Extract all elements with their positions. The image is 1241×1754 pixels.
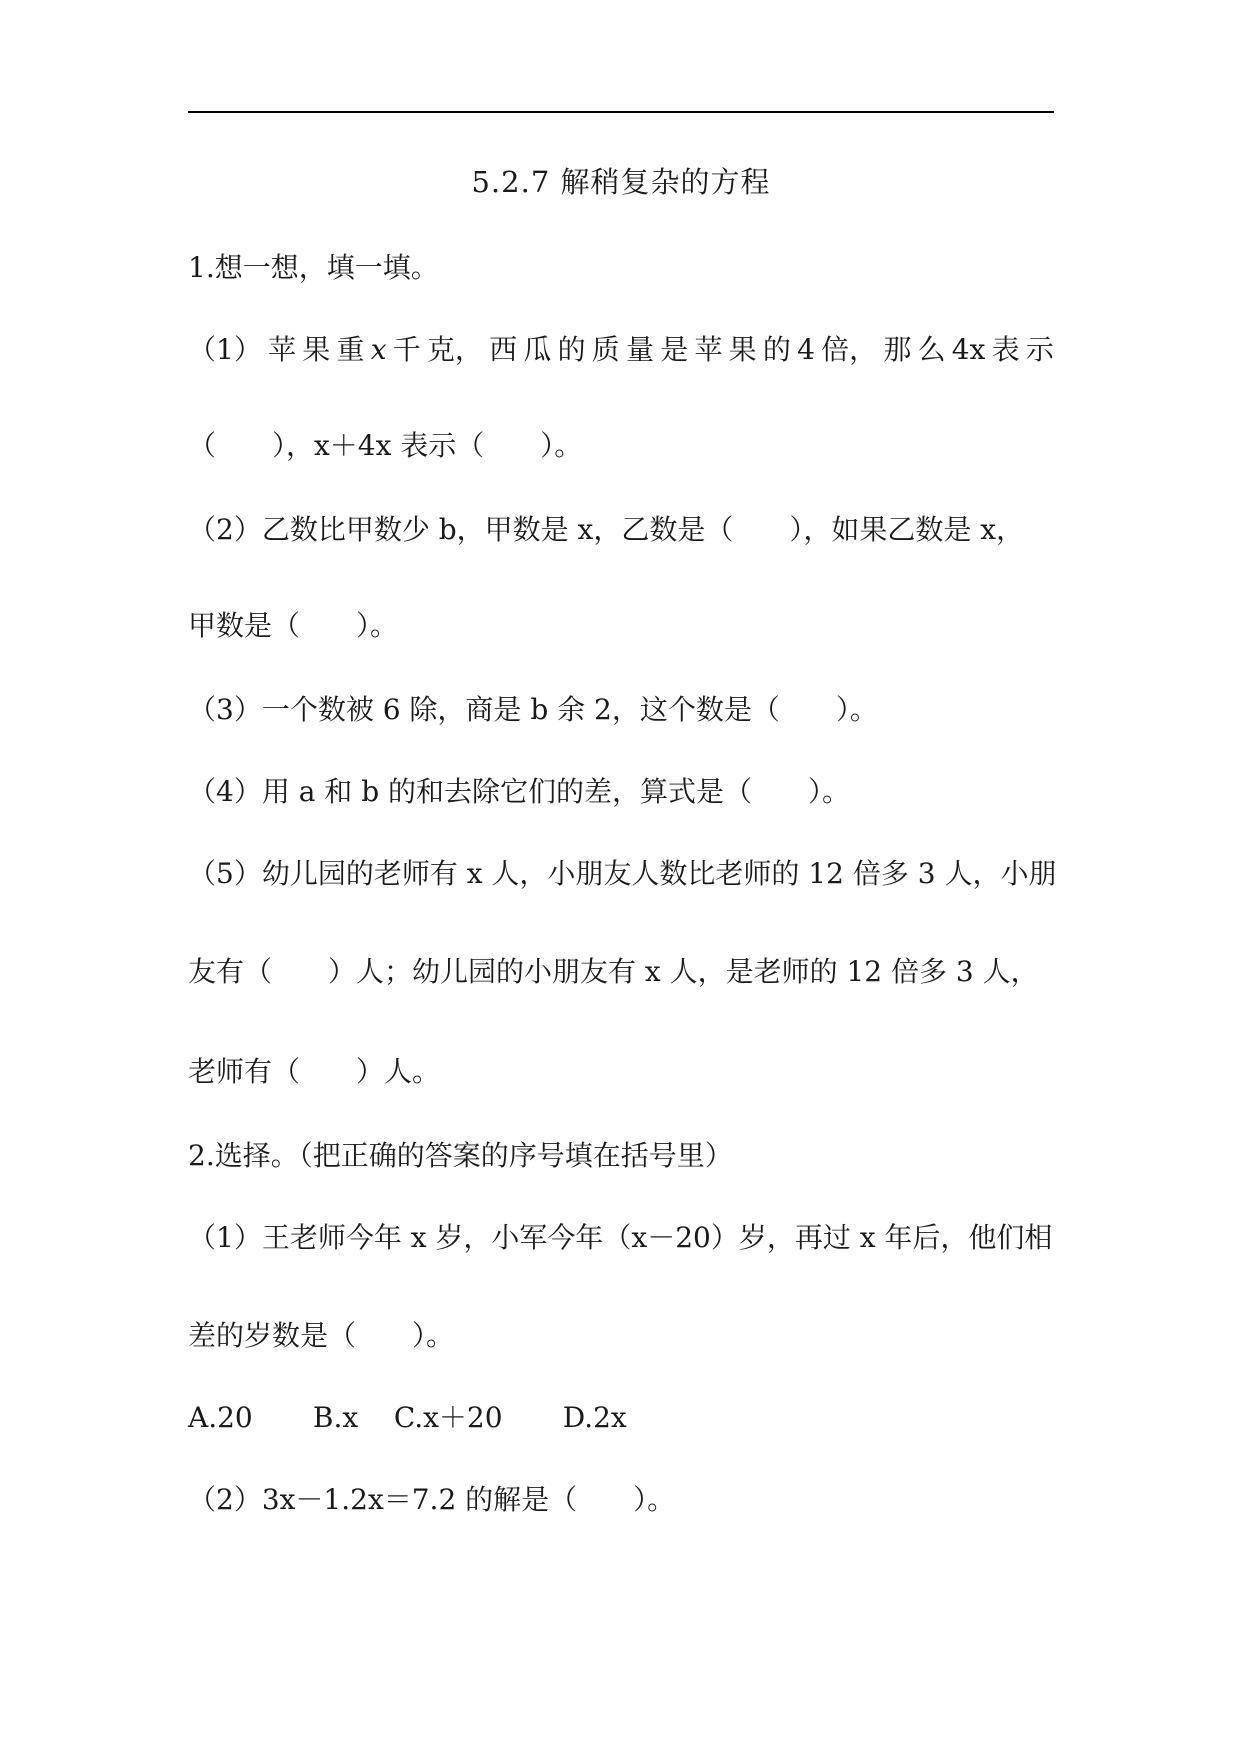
text-segment: 量 [626,333,655,366]
text-segment: 么 [917,333,946,366]
option-a: A.20 [188,1401,253,1434]
s2-q1-line2: 差的岁数是（ ）。 [188,1319,455,1352]
text-segment: 4x [951,333,986,366]
option-c: C.x＋20 [393,1401,503,1434]
page-title: 5.2.7 解稍复杂的方程 [471,165,771,199]
option-b: B.x [312,1401,359,1434]
s1-q3: （3）一个数被 6 除，商是 b 余 2，这个数是（ ）。 [188,693,878,726]
s1-q5-line2: 友有（ ）人；幼儿园的小朋友有 x 人，是老师的 12 倍多 3 人， [188,955,1039,988]
text-segment: 果 [728,333,757,366]
s2-q1-options [188,1398,1054,1438]
s1-q2-line2: 甲数是（ ）。 [188,609,399,642]
s1-q4: （4）用 a 和 b 的和去除它们的差，算式是（ ）。 [188,775,851,808]
s1-q2-line1: （2）乙数比甲数少 b，甲数是 x，乙数是（ ），如果乙数是 x， [188,513,1025,546]
s1-q5-line1: （5）幼儿园的老师有 x 人，小朋友人数比老师的 12 倍多 3 人，小朋 [188,857,1057,890]
text-segment: 的 [762,333,791,366]
section1-heading: 1.想一想，填一填。 [188,251,439,284]
option-d: D.2x [562,1401,627,1434]
s1-q1-line1 [188,330,1054,370]
text-segment: （1） [188,333,262,366]
text-segment: 苹 [268,333,297,366]
s2-q2: （2）3x－1.2x＝7.2 的解是（ ）。 [188,1483,676,1516]
text-segment: 重 [336,333,365,366]
text-segment: 千 [392,333,421,366]
text-segment: 瓜 [523,333,552,366]
text-segment: 果 [302,333,331,366]
text-segment: 质 [591,333,620,366]
section2-heading: 2.选择。（把正确的答案的序号填在括号里） [188,1139,733,1172]
text-segment: 倍， [821,333,878,366]
text-segment: x [370,333,387,366]
text-segment: 4 [797,333,815,366]
text-segment: 示 [1025,333,1054,366]
text-segment: 克， [426,333,483,366]
s2-q1-line1: （1）王老师今年 x 岁，小军今年（x－20）岁，再过 x 年后，他们相 [188,1221,1053,1254]
text-segment: 是 [660,333,689,366]
header-rule [188,111,1054,113]
text-segment: 那 [883,333,912,366]
s1-q1-line2: （ ），x＋4x 表示（ ）。 [188,429,583,462]
text-segment: 的 [557,333,586,366]
text-segment: 表 [991,333,1020,366]
text-segment: 西 [489,333,518,366]
text-segment: 苹 [694,333,723,366]
s1-q5-line3: 老师有（ ）人。 [188,1055,441,1088]
